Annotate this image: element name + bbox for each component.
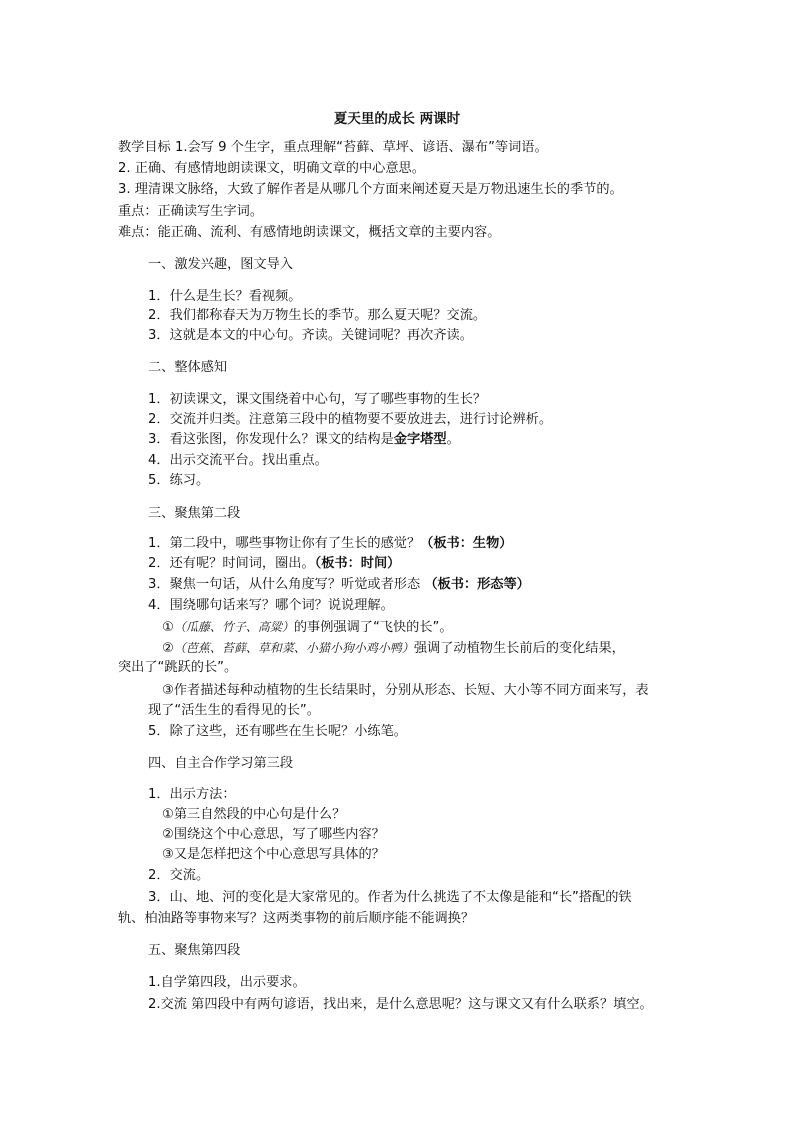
- handwritten-examples-1: （瓜藤、竹子、高粱）: [173, 620, 294, 634]
- point-1-text: 的事例强调了“飞快的长”。: [293, 620, 453, 635]
- section-4-question-1: ①第三自然段的中心句是什么？: [162, 807, 346, 822]
- section-3-point-3-cont: 现了“活生生的看得见的长”。: [148, 703, 320, 718]
- section-3-item-4: 4．围绕哪句话来写？哪个词？说说理解。: [148, 598, 394, 613]
- teaching-goal-1: 教学目标 1.会写 9 个生字，重点理解“苔藓、草坪、谚语、瀑布”等词语。: [118, 140, 548, 155]
- section-2-item-3-text: 3．看这张图，你发现什么？课文的结构是: [148, 432, 394, 447]
- section-5-item-1: 1.自学第四段，出示要求。: [148, 975, 306, 990]
- section-2-item-4: 4．出示交流平台。找出重点。: [148, 453, 328, 468]
- key-point: 重点：正确读写生字词。: [118, 204, 264, 219]
- section-3-item-2-text: 2．还有呢？时间词，圈出。: [148, 556, 315, 571]
- point-2-text: 强调了动植物生长前后的变化结果，: [413, 641, 625, 656]
- section-3-item-3: [148, 576, 530, 594]
- section-2-item-2: 2．交流并归类。注意第三段中的植物要不要放进去，进行讨论辨析。: [148, 412, 553, 427]
- board-note-time: （板书：时间）: [314, 556, 401, 571]
- section-1-item-2: 2．我们都称春天为万物生长的季节。那么夏天呢？交流。: [148, 308, 487, 323]
- section-3-item-5: 5．除了这些，还有哪些在生长呢？小练笔。: [148, 724, 407, 739]
- section-3-item-3-text: 3．聚焦一句话，从什么角度写？听觉或者形态: [148, 577, 425, 592]
- pyramid-structure-term: 金字塔型: [393, 432, 447, 447]
- section-1-item-1: 1．什么是生长？看视频。: [148, 289, 302, 304]
- section-2-item-3-end: 。: [446, 432, 460, 447]
- section-4-item-2: 2．交流。: [148, 868, 210, 883]
- handwritten-examples-2: （芭蕉、苔藓、草和菜、小猫小狗小鸡小鸭）: [173, 641, 414, 655]
- section-3-item-1: [148, 535, 512, 553]
- section-5-heading: 五、聚焦第四段: [148, 943, 241, 958]
- section-4-item-3-cont: 轨、柏油路等事物来写？这两类事物的前后顺序能不能调换？: [118, 911, 475, 926]
- teaching-goal-3: 3. 理清课文脉络，大致了解作者是从哪几个方面来阐述夏天是万物迅速生长的季节的。: [118, 182, 623, 197]
- section-4-item-1: 1．出示方法：: [148, 787, 236, 802]
- section-3-point-1: [162, 618, 453, 637]
- section-5-item-2: 2.交流 第四段中有两句谚语，找出来，是什么意思呢？这与课文又有什么联系？填空。: [148, 997, 653, 1012]
- section-4-item-3: 3．山、地、河的变化是大家常见的。作者为什么挑选了不太像是能和“长”搭配的铁: [148, 890, 632, 905]
- section-3-item-2: [148, 555, 400, 573]
- board-note-living-things: （板书：生物）: [420, 536, 513, 551]
- section-2-item-1: 1．初读课文，课文围绕着中心句，写了哪些事物的生长？: [148, 392, 487, 407]
- section-1-heading: 一、激发兴趣，图文导入: [148, 257, 294, 272]
- document-title: 夏天里的成长 两课时: [333, 111, 461, 127]
- difficulty-point: 难点：能正确、流利、有感情地朗读课文，概括文章的主要内容。: [118, 225, 501, 240]
- point-2-marker: ②: [162, 641, 174, 656]
- section-2-heading: 二、整体感知: [148, 360, 228, 375]
- section-2-item-3: [148, 431, 460, 449]
- section-3-item-1-text: 1．第二段中，哪些事物让你有了生长的感觉？: [148, 536, 421, 551]
- section-3-point-2: [162, 639, 625, 658]
- section-4-question-3: ③又是怎样把这个中心意思写具体的？: [162, 847, 385, 862]
- section-3-point-3: ③作者描述每种动植物的生长结果时，分别从形态、长短、大小等不同方面来写，表: [162, 683, 649, 698]
- section-3-point-2-cont: 突出了“跳跃的长”。: [118, 660, 238, 675]
- teaching-goal-2: 2. 正确、有感情地朗读课文，明确文章的中心意思。: [118, 161, 425, 176]
- section-1-item-3: 3．这就是本文的中心句。齐读。关键词呢？再次齐读。: [148, 328, 473, 343]
- section-2-item-5: 5．练习。: [148, 473, 210, 488]
- board-note-form: （板书：形态等）: [424, 577, 530, 592]
- point-1-marker: ①: [162, 620, 174, 635]
- section-3-heading: 三、聚焦第二段: [148, 506, 241, 521]
- section-4-question-2: ②围绕这个中心意思，写了哪些内容？: [162, 827, 385, 842]
- section-4-heading: 四、自主合作学习第三段: [148, 756, 294, 771]
